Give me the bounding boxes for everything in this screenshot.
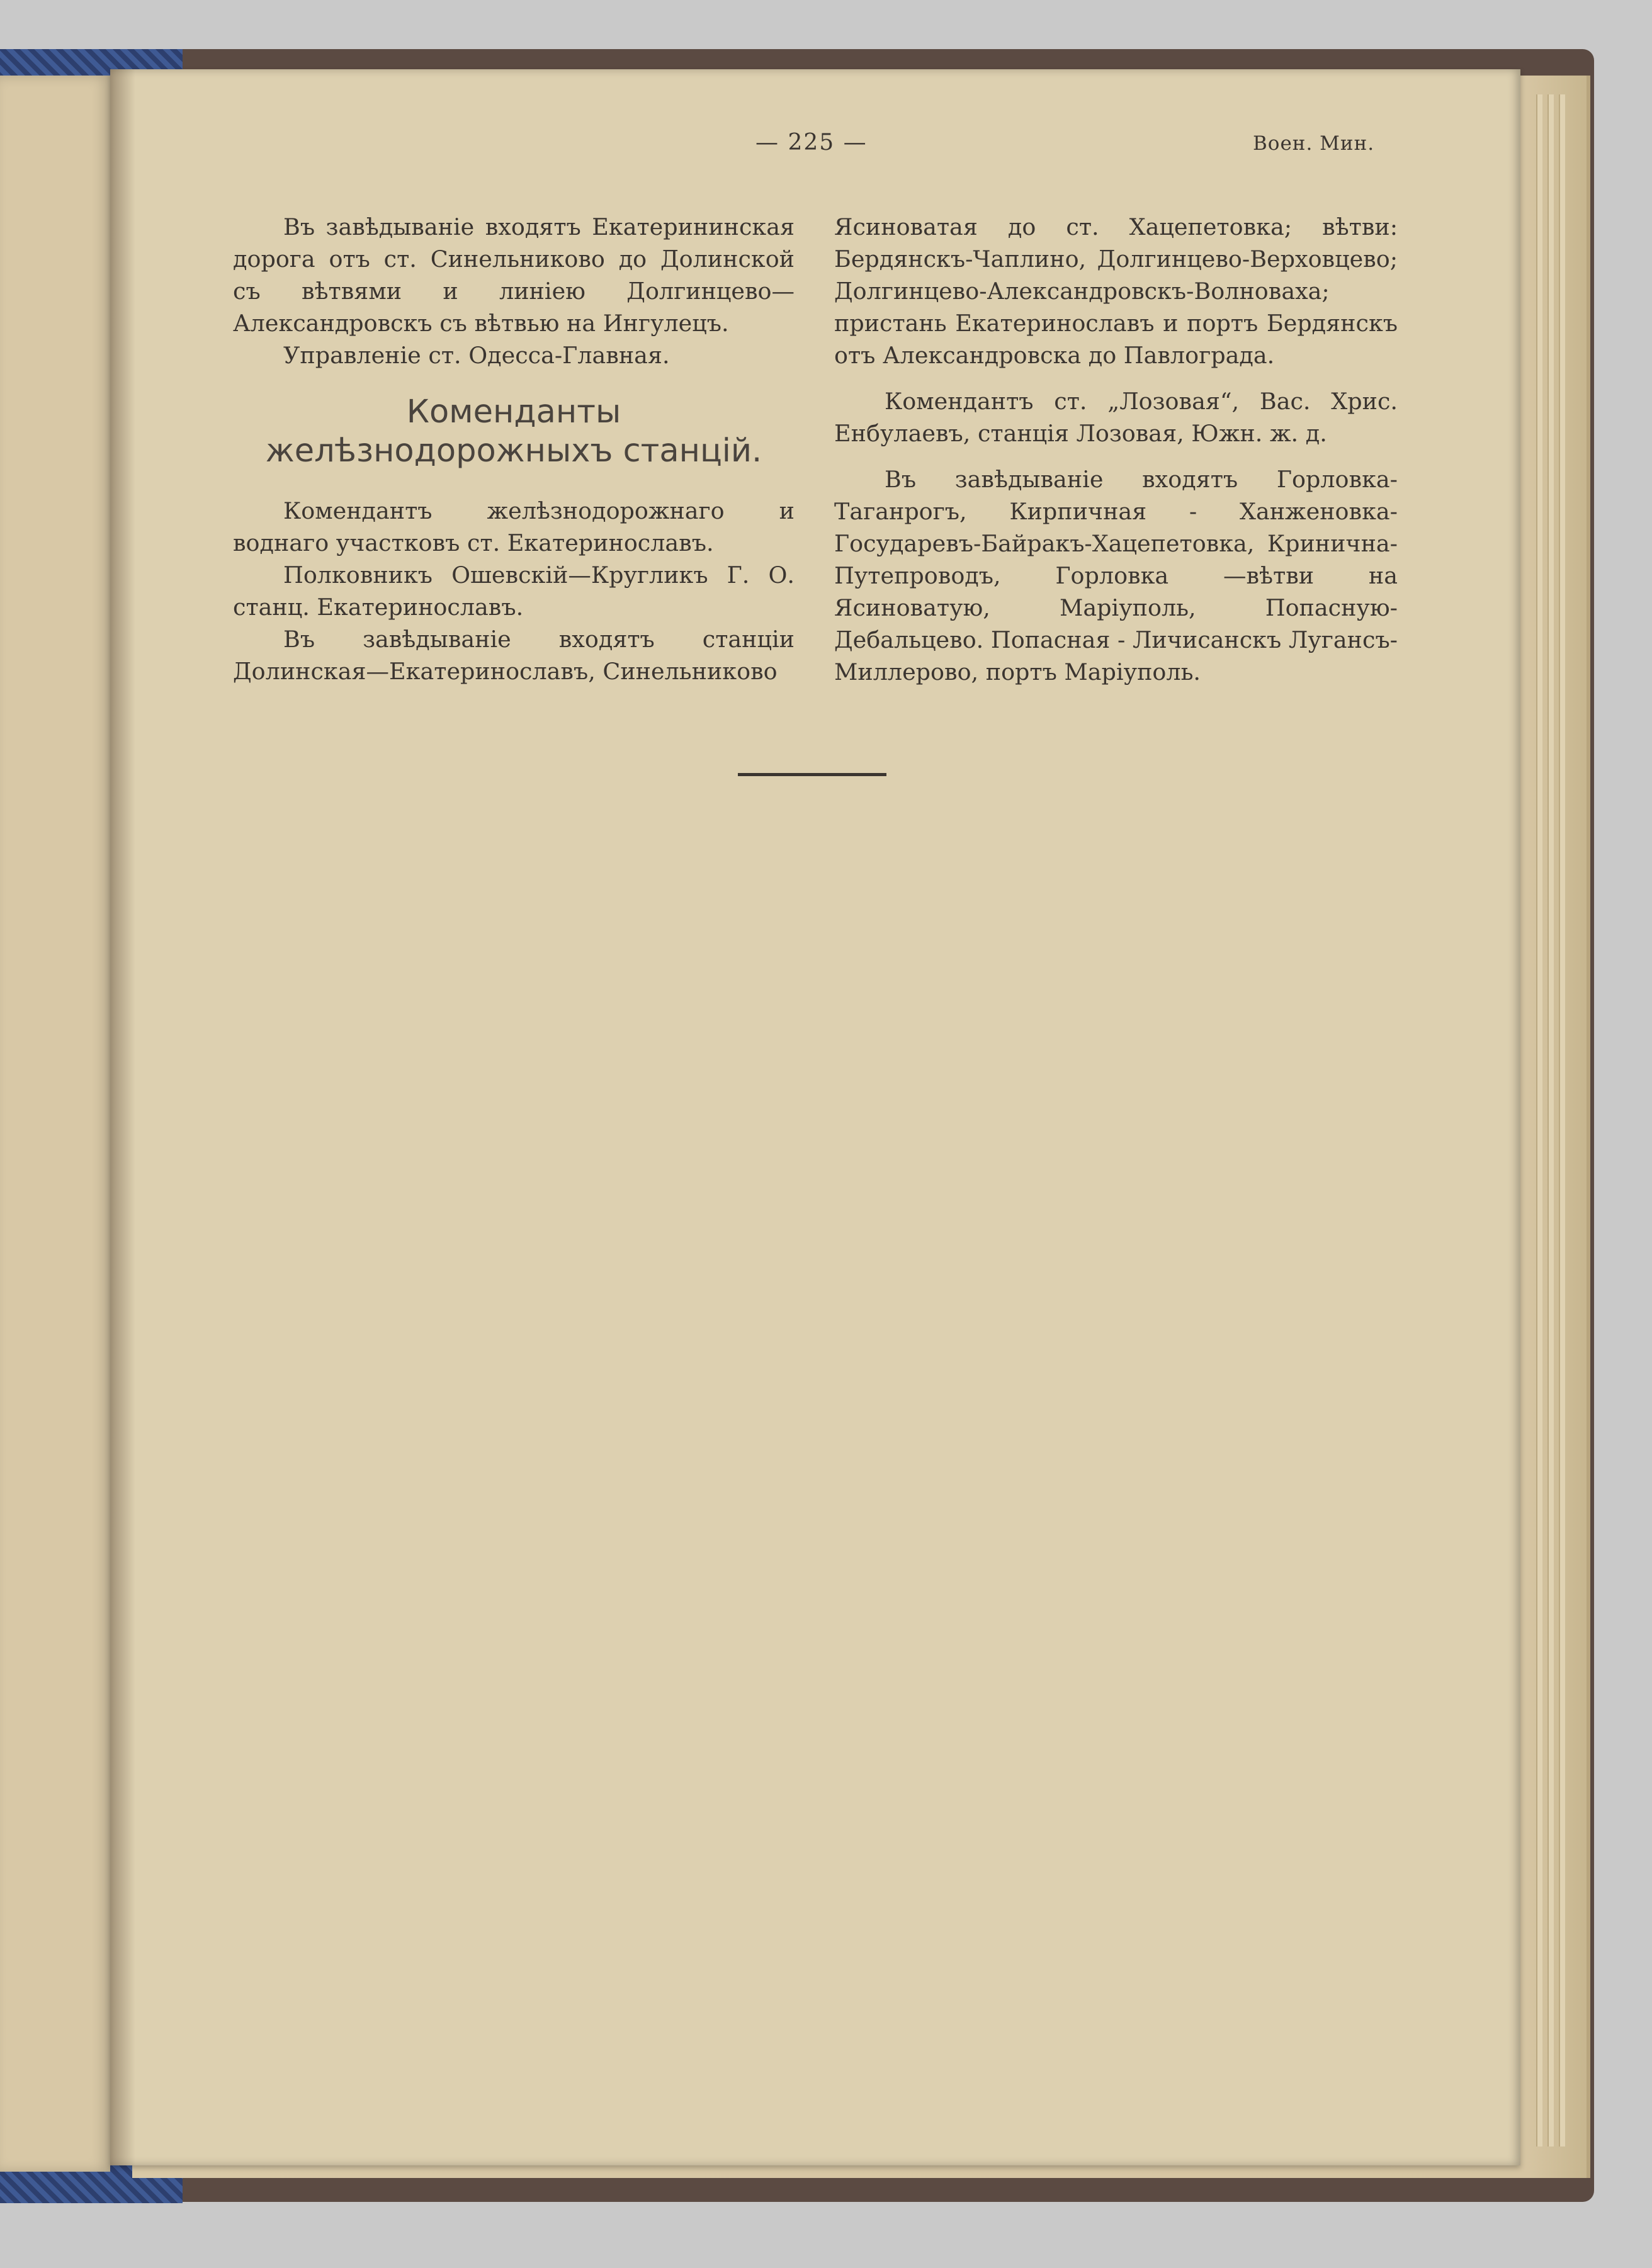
paragraph: Въ завѣдываніе входятъ Горловка-Таганрогъ, Кирпичная - Ханженовка-Государевъ-Байракъ-Хацепетовка, Кринична-Путепроводъ, Горловка —вѣтви на Ясиноватую, Маріуполь, Попасную-Дебальцево. Попасная - Личисанскъ Лугансъ-Миллерово, портъ Маріуполь. (834, 466, 1398, 685)
paragraph: Управленіе ст. Одесса-Главная. (283, 342, 670, 369)
paragraph: Въ завѣдываніе входятъ Екатерининская дорога отъ ст. Синельниково до Долинской съ вѣтвями и линіею Долгинцево—Александровскъ съ вѣтвью на Ингулецъ. (233, 213, 795, 337)
running-head: Воен. Мин. (1253, 132, 1375, 155)
paragraph: Комендантъ ст. „Лозовая“, Вас. Хрис. Енбулаевъ, станція Лозовая, Южн. ж. д. (834, 388, 1398, 447)
left-column (233, 211, 795, 687)
right-column (834, 211, 1398, 688)
end-rule (738, 773, 886, 776)
page-edge-line (1547, 94, 1554, 2147)
paragraph: Полковникъ Ошевскій—Кругликъ Г. О. станц. Екатеринославъ. (233, 561, 795, 621)
page-edge-line (1559, 94, 1565, 2147)
paragraph: Комендантъ желѣзнодорожнаго и воднаго участковъ ст. Екатеринославъ. (233, 497, 795, 556)
paragraph: Въ завѣдываніе входятъ станціи Долинская—Екатеринославъ, Синельниково (233, 626, 795, 685)
left-page-edge (0, 76, 110, 2172)
page-gutter (110, 69, 135, 2165)
page-number: — 225 — (755, 130, 868, 155)
paragraph: Ясиноватая до ст. Хацепетовка; вѣтви: Бердянскъ-Чаплино, Долгинцево-Верховцево; Долгинцево-Александровскъ-Волноваха; пристань Екатеринославъ и портъ Бердянскъ отъ Александровска до Павлограда. (834, 213, 1398, 369)
page-edge-line (1536, 94, 1542, 2147)
section-heading: Коменданты желѣзнодорожныхъ станцій. (265, 393, 762, 470)
